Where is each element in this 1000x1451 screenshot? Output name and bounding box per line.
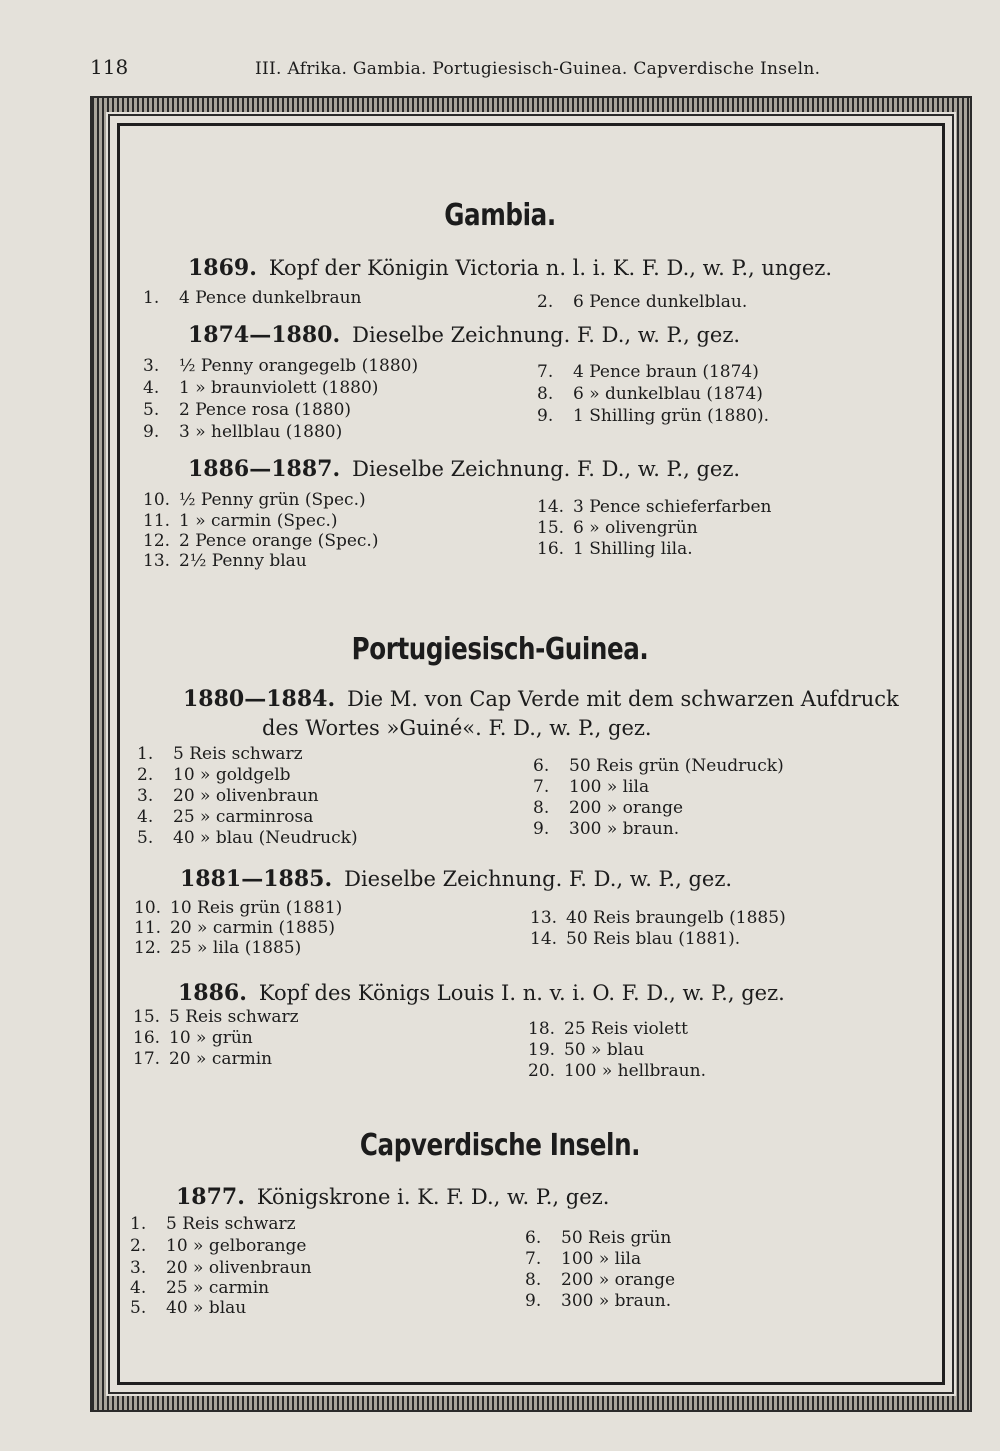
issue-description: Dieselbe Zeichnung. F. D., w. P., gez. <box>352 323 741 347</box>
issue-heading <box>176 1184 609 1210</box>
section-title-portugiesisch-guinea: Portugiesisch-Guinea. <box>351 632 649 667</box>
section-title-gambia: Gambia. <box>444 198 556 233</box>
issue-heading <box>188 255 832 281</box>
issue-year: 1886. <box>178 980 247 1006</box>
issue-year: 1874—1880. <box>188 322 341 348</box>
issue-description: Königskrone i. K. F. D., w. P., gez. <box>256 1185 610 1209</box>
stamp-item: 7. 100 » lila <box>525 1249 642 1269</box>
stamp-item: 10. 10 Reis grün (1881) <box>134 898 343 918</box>
stamp-item: 8. 200 » orange <box>525 1270 676 1290</box>
issue-description: Dieselbe Zeichnung. F. D., w. P., gez. <box>344 867 733 891</box>
stamp-item: 15. 6 » olivengrün <box>537 518 698 538</box>
issue-heading <box>178 980 785 1006</box>
stamp-item: 8. 6 » dunkelblau (1874) <box>537 384 763 404</box>
issue-description: Dieselbe Zeichnung. F. D., w. P., gez. <box>352 457 741 481</box>
issue-heading <box>188 322 740 348</box>
stamp-item: 4. 25 » carminrosa <box>137 807 314 827</box>
issue-description: Kopf des Königs Louis I. n. v. i. O. F. D., w. P., gez. <box>258 981 785 1005</box>
stamp-item: 20. 100 » hellbraun. <box>528 1061 706 1081</box>
issue-year: 1886—1887. <box>188 456 341 482</box>
stamp-item: 7. 100 » lila <box>533 777 650 797</box>
stamp-item: 10. ½ Penny grün (Spec.) <box>143 490 366 510</box>
stamp-item: 19. 50 » blau <box>528 1040 645 1060</box>
stamp-item: 2. 6 Pence dunkelblau. <box>537 292 748 312</box>
issue-year: 1880—1884. <box>183 686 336 712</box>
stamp-item: 5. 40 » blau (Neudruck) <box>137 828 358 848</box>
stamp-item: 3. 20 » olivenbraun <box>130 1258 312 1278</box>
stamp-item: 1. 5 Reis schwarz <box>130 1214 296 1234</box>
stamp-item: 5. 40 » blau <box>130 1298 247 1318</box>
stamp-item: 15. 5 Reis schwarz <box>133 1007 299 1027</box>
stamp-item: 8. 200 » orange <box>533 798 684 818</box>
issue-year: 1869. <box>188 255 257 281</box>
stamp-item: 6. 50 Reis grün (Neudruck) <box>533 756 784 776</box>
stamp-item: 13. 2½ Penny blau <box>143 551 307 571</box>
issue-heading <box>180 866 732 892</box>
stamp-item: 9. 300 » braun. <box>525 1291 672 1311</box>
issue-heading <box>183 686 899 712</box>
stamp-item: 7. 4 Pence braun (1874) <box>537 362 759 382</box>
issue-year: 1877. <box>176 1184 245 1210</box>
stamp-item: 12. 2 Pence orange (Spec.) <box>143 531 379 551</box>
issue-year: 1881—1885. <box>180 866 333 892</box>
stamp-item: 18. 25 Reis violett <box>528 1019 688 1039</box>
stamp-item: 3. ½ Penny orangegelb (1880) <box>143 356 419 376</box>
stamp-item: 16. 10 » grün <box>133 1028 253 1048</box>
stamp-item: 1. 4 Pence dunkelbraun <box>143 288 362 308</box>
stamp-item: 9. 3 » hellblau (1880) <box>143 422 343 442</box>
stamp-item: 16. 1 Shilling lila. <box>537 539 693 559</box>
stamp-item: 1. 5 Reis schwarz <box>137 744 303 764</box>
stamp-item: 5. 2 Pence rosa (1880) <box>143 400 352 420</box>
issue-description: Die M. von Cap Verde mit dem schwarzen Aufdruck <box>347 687 899 711</box>
stamp-item: 11. 20 » carmin (1885) <box>134 918 336 938</box>
stamp-item: 14. 50 Reis blau (1881). <box>530 929 741 949</box>
issue-description: Kopf der Königin Victoria n. l. i. K. F. D., w. P., ungez. <box>268 256 833 280</box>
stamp-item: 13. 40 Reis braungelb (1885) <box>530 908 786 928</box>
stamp-item: 4. 1 » braunviolett (1880) <box>143 378 379 398</box>
stamp-item: 12. 25 » lila (1885) <box>134 938 302 958</box>
issue-description-continued: des Wortes »Guiné«. F. D., w. P., gez. <box>262 716 652 740</box>
stamp-item: 11. 1 » carmin (Spec.) <box>143 511 338 531</box>
stamp-item: 2. 10 » gelborange <box>130 1236 307 1256</box>
stamp-item: 4. 25 » carmin <box>130 1278 270 1298</box>
stamp-item: 14. 3 Pence schieferfarben <box>537 497 772 517</box>
stamp-item: 2. 10 » goldgelb <box>137 765 291 785</box>
page-header <box>90 55 890 85</box>
stamp-item: 17. 20 » carmin <box>133 1049 273 1069</box>
stamp-item: 9. 1 Shilling grün (1880). <box>537 406 770 426</box>
page-number: 118 <box>90 55 129 79</box>
stamp-item: 3. 20 » olivenbraun <box>137 786 319 806</box>
running-head: III. Afrika. Gambia. Portugiesisch-Guinea. Capverdische Inseln. <box>255 59 821 79</box>
stamp-item: 9. 300 » braun. <box>533 819 680 839</box>
stamp-item: 6. 50 Reis grün <box>525 1228 672 1248</box>
section-title-capverdische-inseln: Capverdische Inseln. <box>359 1128 641 1163</box>
issue-heading <box>188 456 740 482</box>
